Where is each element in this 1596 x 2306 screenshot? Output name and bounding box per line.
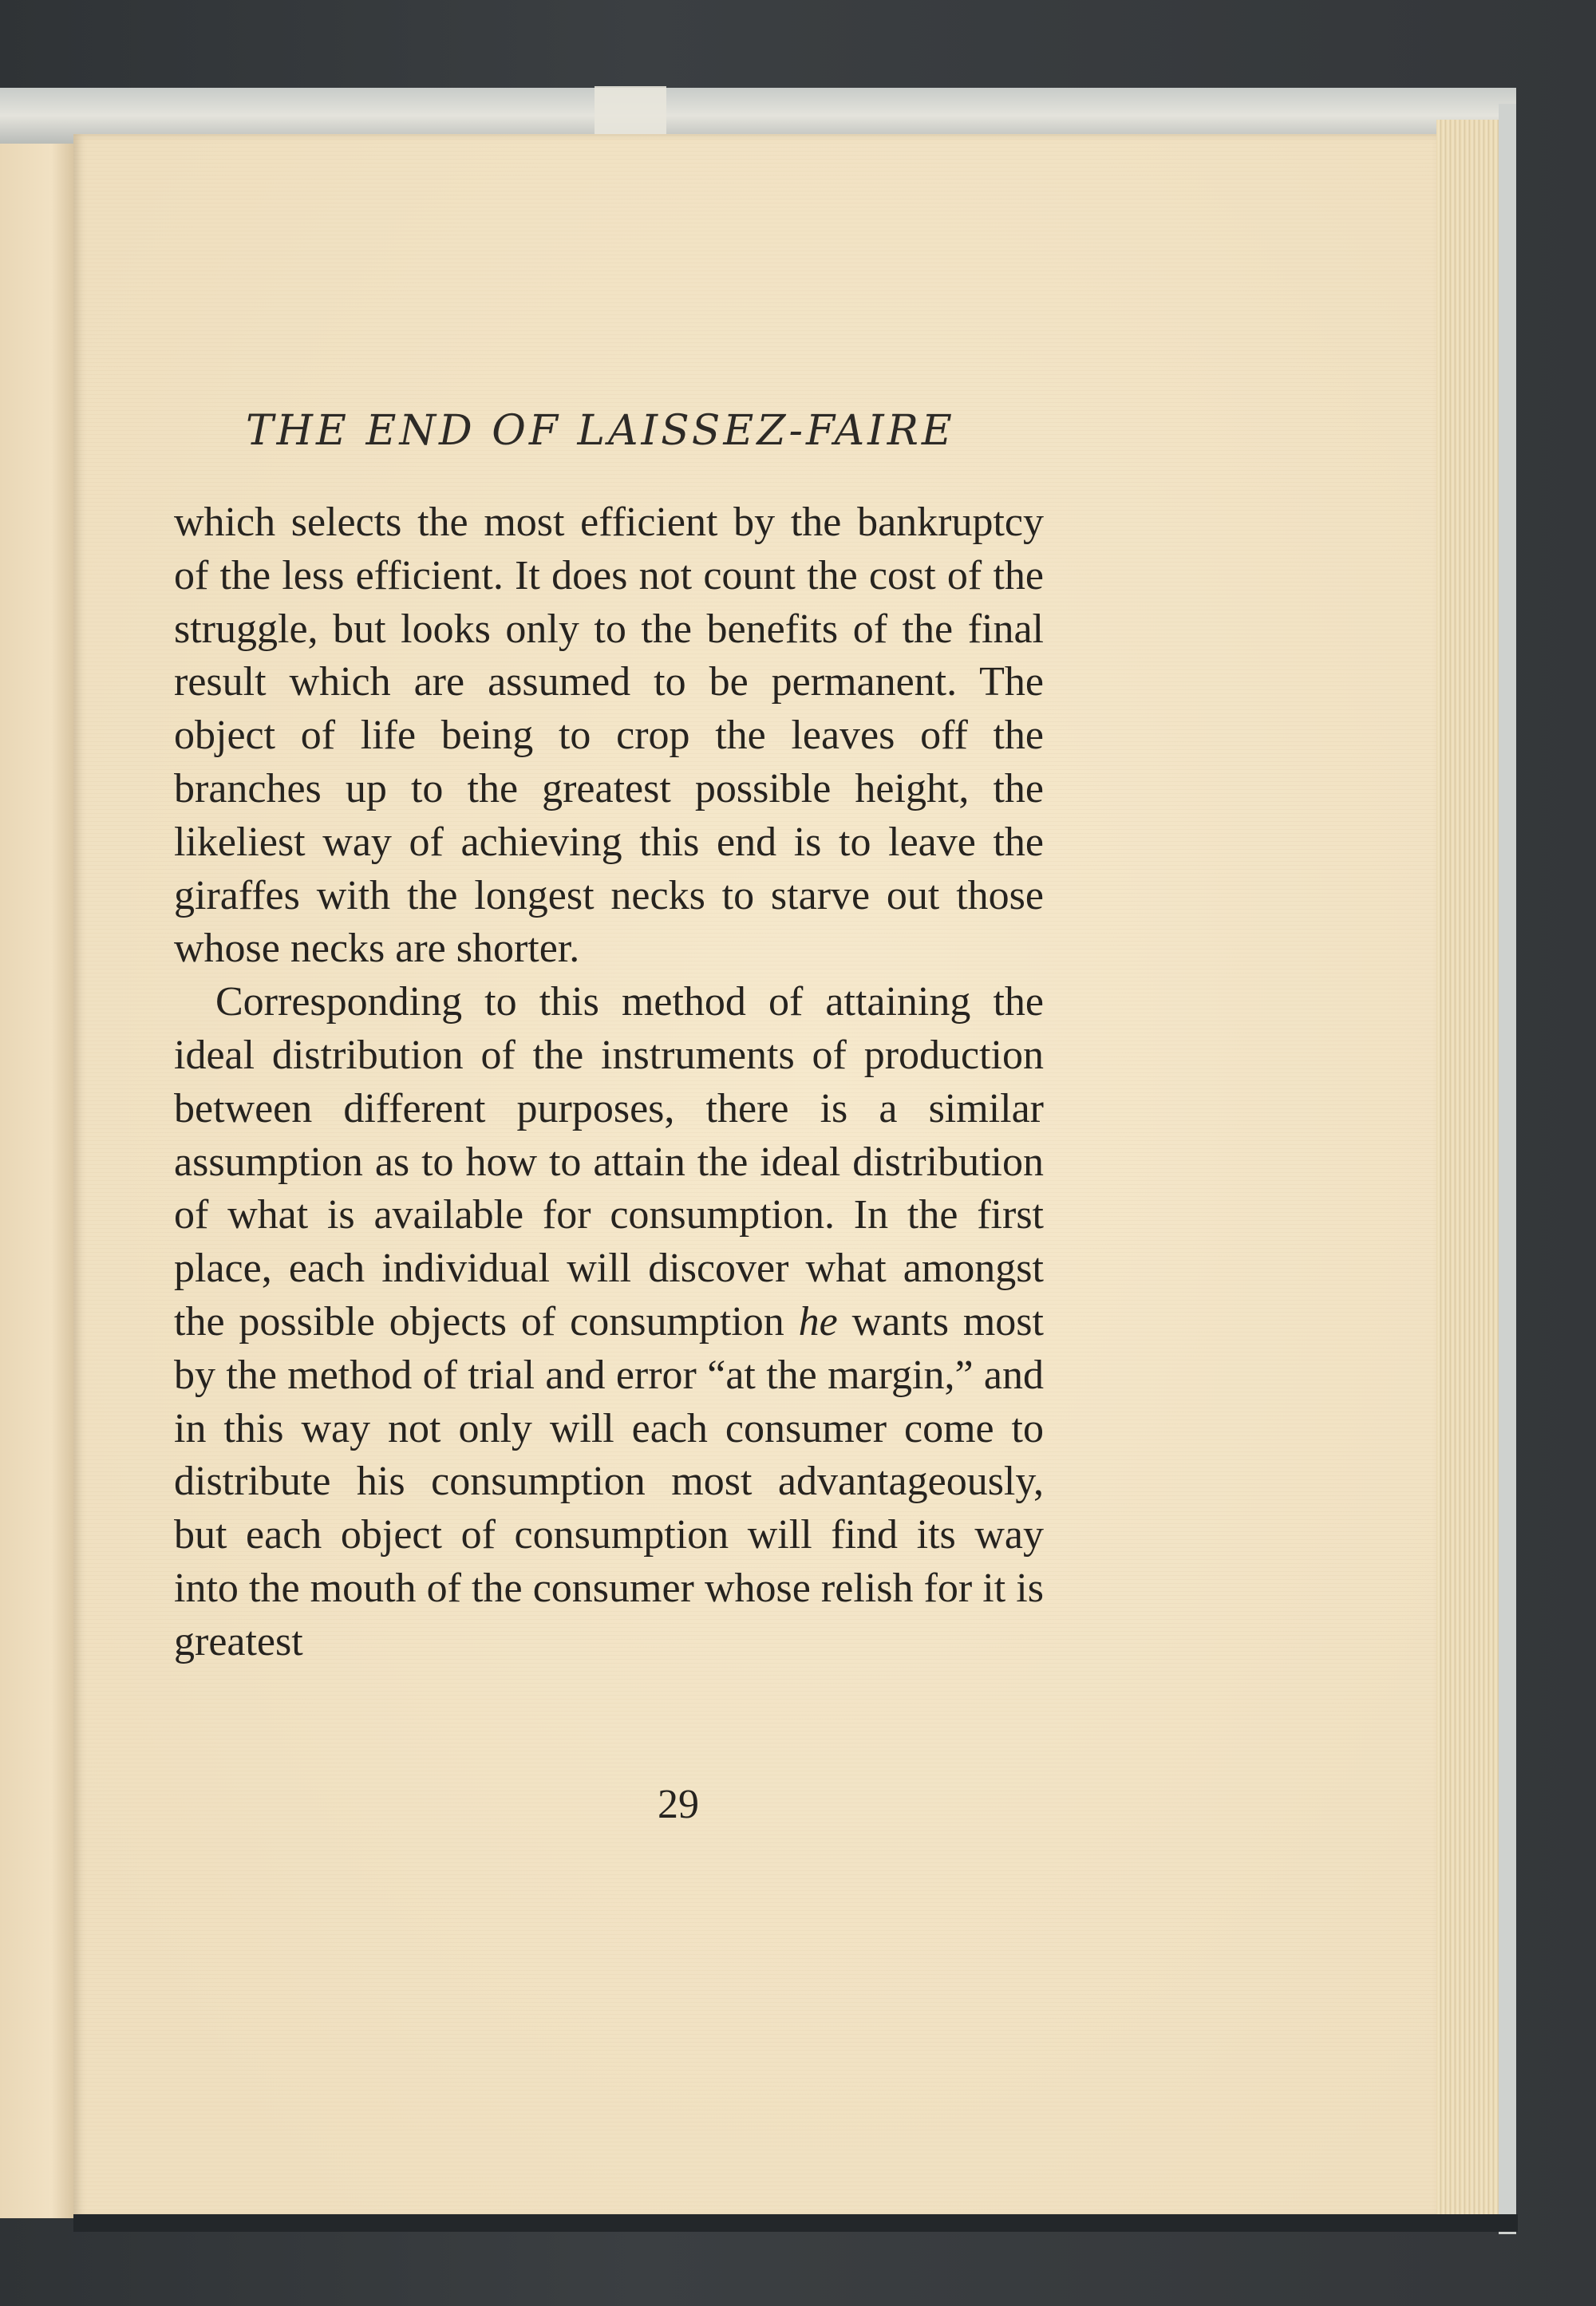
page-number: 29 (658, 1782, 699, 1827)
emphasis-he: he (798, 1298, 838, 1345)
cover-board-edge (1499, 104, 1516, 2234)
paragraph-part-2: wants most by the method of trial and error “at the margin,” and in this way not only will each consumer come to distribute his consumption most advantageously, but each object of consumption will find its way into the mouth of the consumer whose relish for it is greatest (174, 1298, 1044, 1664)
body-text (174, 496, 1044, 1669)
paragraph-continuation: which selects the most efficient by the bankruptcy of the less efficient. It does not count the cost of the struggle, but looks only to the benefits of the final result which are assumed to be permanent. The object of life being to crop the leaves off the branches up to the greatest possible height, the likeliest way of achieving this end is to leave the giraffes with the longest necks to starve out those whose necks are shorter. (174, 500, 1044, 972)
paragraph-corresponding (174, 976, 1044, 1668)
previous-page-sliver (0, 144, 76, 2218)
running-head: THE END OF LAISSEZ-FAIRE (246, 407, 955, 455)
cover-bottom-edge (73, 2214, 1518, 2232)
paragraph-part-1: Corresponding to this method of attaining the ideal distribution of the instruments of production between different purposes, there is a similar assumption as to how to attain the ideal distribution of what is available for consumption. In the first place, each individual will discover what amongst the possible objects of consumption (174, 979, 1044, 1345)
page-fore-edge (1436, 120, 1503, 2226)
